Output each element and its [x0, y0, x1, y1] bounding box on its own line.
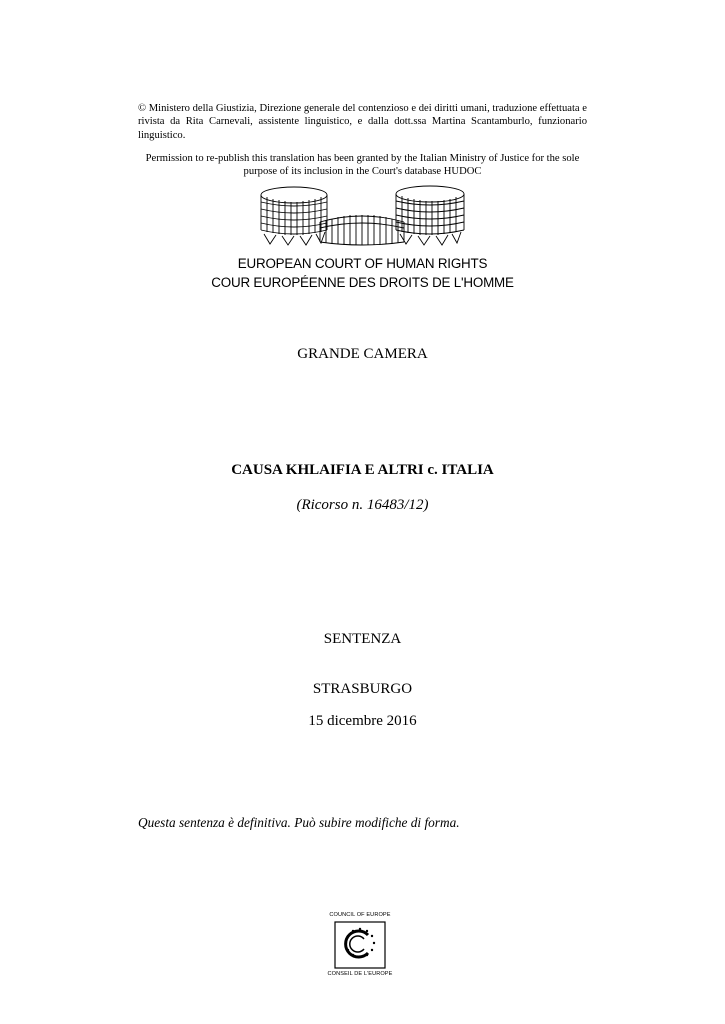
judgment-place: STRASBURGO: [312, 681, 413, 697]
coe-label-english: COUNCIL OF EUROPE: [329, 912, 391, 918]
case-title: CAUSA KHLAIFIA E ALTRI c. ITALIA: [231, 462, 494, 478]
coe-label-french: CONSEIL DE L'EUROPE: [327, 971, 393, 977]
permission-notice: Permission to re-publish this translation has been granted by the Italian Ministry of Justice for the sole purpose of its inclusion in the Court's database HUDOC: [145, 153, 580, 178]
court-building-icon: [254, 182, 470, 250]
judgment-date: 15 dicembre 2016: [308, 713, 417, 729]
document-type: SENTENZA: [323, 631, 402, 647]
chamber-heading: GRANDE CAMERA: [297, 346, 428, 362]
finality-note: Questa sentenza è definitiva. Può subire modifiche di forma.: [138, 815, 460, 830]
copyright-notice: © Ministero della Giustizia, Direzione generale del contenzioso e dei diritti umani, traduzione effettuata e rivista da Rita Carnevali, assistente linguistico, e dalla dott.ssa Martina Scantamburlo, funzionario linguistico.: [138, 103, 587, 141]
court-name-english: EUROPEAN COURT OF HUMAN RIGHTS: [237, 256, 488, 271]
council-of-europe-logo: [320, 912, 400, 982]
court-name-french: COUR EUROPÉENNE DES DROITS DE L'HOMME: [211, 275, 514, 290]
application-number: (Ricorso n. 16483/12): [296, 497, 429, 513]
council-of-europe-emblem-icon: [334, 921, 386, 969]
